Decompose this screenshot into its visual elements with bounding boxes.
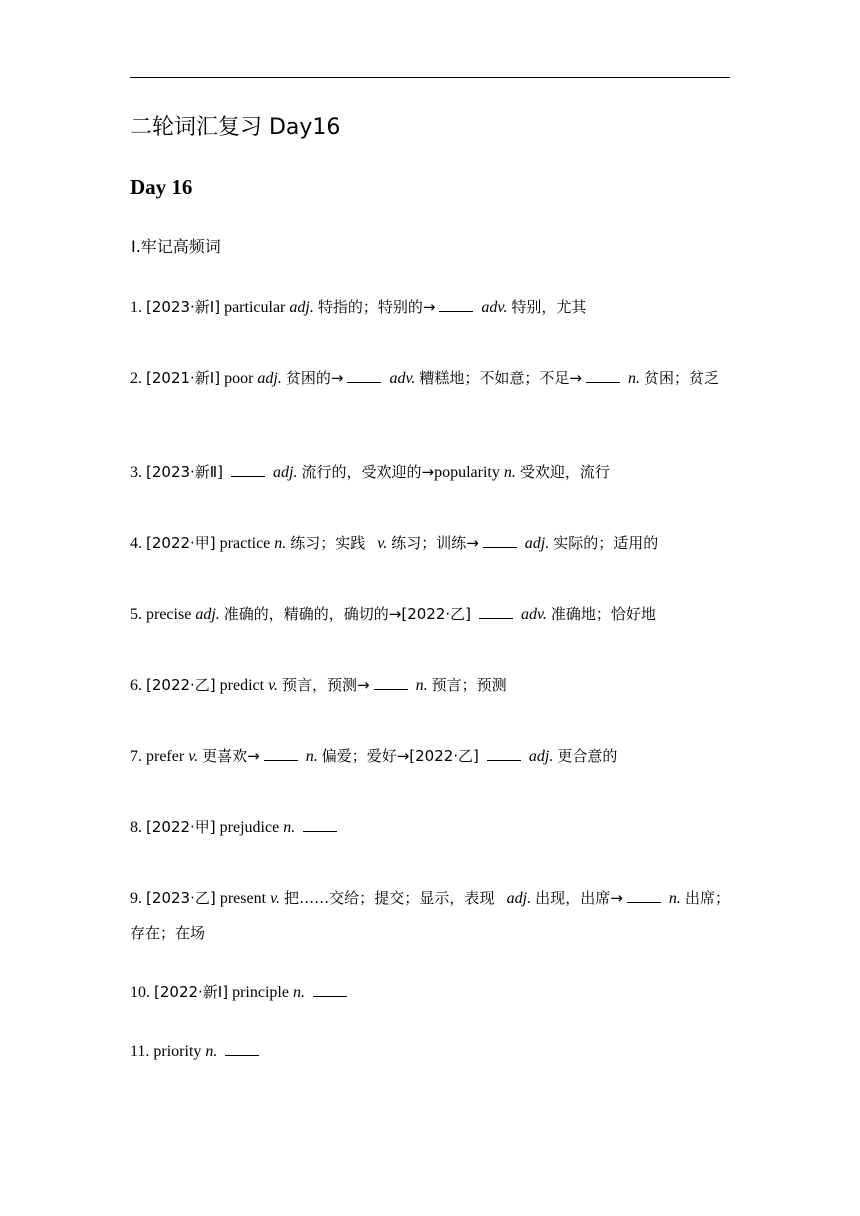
answer-blank[interactable] bbox=[347, 370, 381, 383]
exam-tag: [2022·乙] bbox=[146, 676, 216, 694]
definition: 更合意的 bbox=[557, 747, 618, 765]
header-rule bbox=[130, 77, 730, 78]
definition: 出现，出席→ bbox=[535, 889, 623, 907]
definition: 偏爱；爱好→ bbox=[321, 747, 410, 765]
list-item bbox=[130, 361, 730, 396]
item-number: 8. bbox=[130, 819, 142, 836]
answer-blank[interactable] bbox=[479, 606, 513, 619]
definition: 预言，预测→ bbox=[282, 676, 370, 694]
definition: 更喜欢→ bbox=[202, 747, 260, 765]
part-of-speech: adj. bbox=[289, 299, 314, 316]
list-item bbox=[130, 668, 730, 703]
item-number: 9. bbox=[130, 890, 142, 907]
item-number: 5. bbox=[130, 606, 142, 623]
exam-tag: [2021·新Ⅰ] bbox=[146, 369, 221, 387]
list-item bbox=[130, 455, 730, 490]
part-of-speech: adj. bbox=[506, 890, 532, 907]
definition: 把……交给；提交；显示，表现 bbox=[284, 889, 495, 907]
answer-blank[interactable] bbox=[586, 370, 620, 383]
list-item bbox=[130, 881, 730, 951]
definition: 特别，尤其 bbox=[511, 298, 587, 316]
answer-blank[interactable] bbox=[483, 535, 517, 548]
part-of-speech: n. bbox=[415, 677, 428, 694]
part-of-speech: adj. bbox=[257, 370, 282, 387]
definition: 准确地；恰好地 bbox=[550, 605, 656, 623]
part-of-speech: v. bbox=[268, 677, 278, 694]
part-of-speech: n. bbox=[205, 1043, 218, 1060]
exam-tag: [2023·新Ⅱ] bbox=[146, 463, 224, 481]
headword: poor bbox=[224, 370, 254, 387]
definition: 预言；预测 bbox=[431, 676, 507, 694]
part-of-speech: adv. bbox=[521, 606, 547, 623]
list-item bbox=[130, 739, 730, 774]
definition: 练习；实践 bbox=[290, 534, 366, 552]
part-of-speech: v. bbox=[377, 535, 388, 552]
list-item bbox=[130, 290, 730, 325]
part-of-speech: n. bbox=[627, 370, 640, 387]
answer-blank[interactable] bbox=[374, 677, 408, 690]
part-of-speech: n. bbox=[292, 984, 305, 1001]
part-of-speech: adj. bbox=[528, 748, 554, 765]
headword: particular bbox=[224, 299, 286, 316]
definition: 特指的；特别的→ bbox=[317, 298, 436, 316]
headword: prefer bbox=[146, 748, 185, 765]
headword: practice bbox=[219, 535, 271, 552]
headword: popularity bbox=[434, 464, 500, 481]
part-of-speech: adv. bbox=[481, 299, 508, 316]
list-item bbox=[130, 975, 730, 1010]
answer-blank[interactable] bbox=[487, 748, 521, 761]
headword: prejudice bbox=[219, 819, 280, 836]
part-of-speech: n. bbox=[668, 890, 681, 907]
page-title: 二轮词汇复习 Day16 bbox=[130, 115, 341, 140]
definition: 贫困；贫乏 bbox=[643, 369, 719, 387]
section-title: Ⅰ.牢记高频词 bbox=[131, 237, 221, 256]
day-heading: Day 16 bbox=[130, 175, 193, 199]
answer-blank[interactable] bbox=[303, 819, 337, 832]
answer-blank[interactable] bbox=[627, 890, 661, 903]
definition: 准确的，精确的，确切的→ bbox=[223, 605, 402, 623]
headword: present bbox=[219, 890, 267, 907]
item-number: 6. bbox=[130, 677, 142, 694]
exam-tag: [2022·乙] bbox=[401, 605, 471, 623]
list-item bbox=[130, 810, 730, 845]
part-of-speech: n. bbox=[283, 819, 296, 836]
exam-tag: [2022·新Ⅰ] bbox=[154, 983, 229, 1001]
answer-blank[interactable] bbox=[231, 464, 265, 477]
part-of-speech: n. bbox=[305, 748, 318, 765]
answer-blank[interactable] bbox=[264, 748, 298, 761]
item-number: 11. bbox=[130, 1043, 150, 1060]
exam-tag: [2022·甲] bbox=[146, 534, 216, 552]
list-item bbox=[130, 1035, 730, 1069]
part-of-speech: adj. bbox=[524, 535, 550, 552]
definition: 实际的；适用的 bbox=[553, 534, 659, 552]
definition: 贫困的→ bbox=[285, 369, 344, 387]
item-number: 3. bbox=[130, 464, 142, 481]
headword: precise bbox=[146, 606, 192, 623]
definition: 糟糕地；不如意；不足→ bbox=[419, 369, 582, 387]
answer-blank[interactable] bbox=[439, 299, 473, 312]
exam-tag: [2023·新Ⅰ] bbox=[146, 298, 221, 316]
headword: principle bbox=[232, 984, 289, 1001]
item-number: 2. bbox=[130, 370, 142, 387]
definition: 受欢迎，流行 bbox=[519, 463, 610, 481]
part-of-speech: v. bbox=[270, 890, 280, 907]
answer-blank[interactable] bbox=[225, 1043, 259, 1056]
exam-tag: [2022·甲] bbox=[146, 818, 216, 836]
list-item bbox=[130, 526, 730, 561]
list-item bbox=[130, 597, 730, 632]
headword: predict bbox=[219, 677, 265, 694]
part-of-speech: v. bbox=[188, 748, 199, 765]
part-of-speech: adj. bbox=[195, 606, 220, 623]
item-number: 4. bbox=[130, 535, 142, 552]
part-of-speech: adv. bbox=[389, 370, 416, 387]
part-of-speech: n. bbox=[274, 535, 287, 552]
definition: 出席；存在；在场 bbox=[130, 889, 731, 942]
part-of-speech: adj. bbox=[273, 464, 298, 481]
exam-tag: [2022·乙] bbox=[409, 747, 479, 765]
item-number: 10. bbox=[130, 984, 150, 1001]
headword: priority bbox=[153, 1043, 202, 1060]
definition: 练习；训练→ bbox=[391, 534, 479, 552]
item-number: 7. bbox=[130, 748, 142, 765]
exam-tag: [2023·乙] bbox=[146, 889, 216, 907]
definition: 流行的，受欢迎的→ bbox=[301, 463, 435, 481]
part-of-speech: n. bbox=[503, 464, 516, 481]
item-number: 1. bbox=[130, 299, 142, 316]
answer-blank[interactable] bbox=[313, 984, 347, 997]
